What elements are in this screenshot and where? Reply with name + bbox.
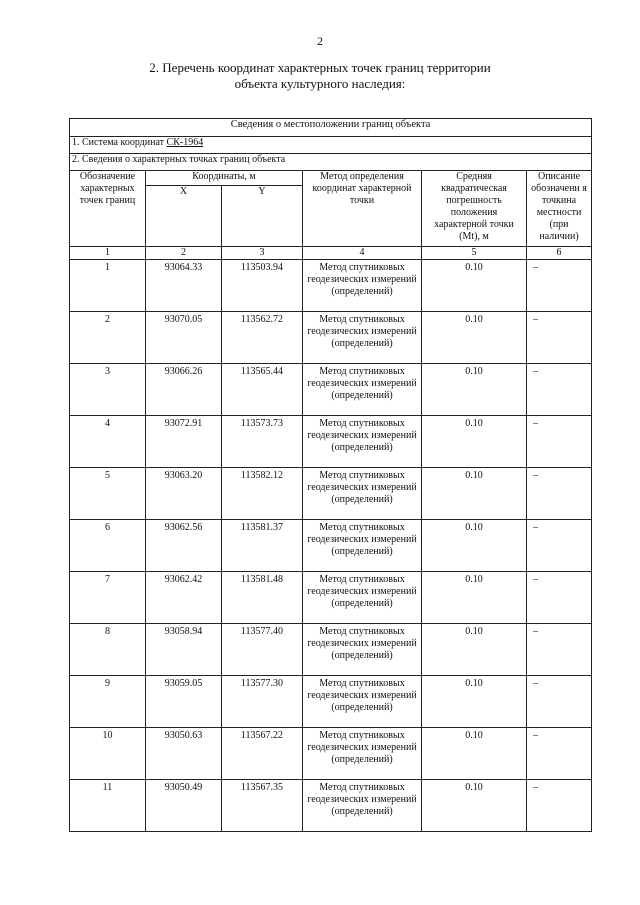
point-number-cell: 5 xyxy=(70,468,146,520)
point-number-cell: 6 xyxy=(70,520,146,572)
y-coordinate-cell: 113582.12 xyxy=(222,468,303,520)
x-coordinate-cell: 93059.05 xyxy=(146,676,222,728)
table-row xyxy=(70,728,592,780)
description-cell: – xyxy=(527,260,592,312)
column-number: 2 xyxy=(146,247,222,260)
header-x: X xyxy=(146,186,222,247)
y-coordinate-cell: 113503.94 xyxy=(222,260,303,312)
boundary-coordinates-table xyxy=(69,118,592,832)
method-cell: Метод спутниковых геодезических измерений (определений) xyxy=(303,572,422,624)
y-coordinate-cell: 113581.48 xyxy=(222,572,303,624)
description-cell: – xyxy=(527,468,592,520)
points-caption: 2. Сведения о характерных точках границ объекта xyxy=(70,154,592,171)
coordinate-system-row xyxy=(70,137,592,154)
header-coordinates: Координаты, м xyxy=(146,171,303,186)
point-number-cell: 2 xyxy=(70,312,146,364)
column-number: 6 xyxy=(527,247,592,260)
method-cell: Метод спутниковых геодезических измерений (определений) xyxy=(303,260,422,312)
y-coordinate-cell: 113577.40 xyxy=(222,624,303,676)
point-number-cell: 4 xyxy=(70,416,146,468)
y-coordinate-cell: 113567.35 xyxy=(222,780,303,832)
description-cell: – xyxy=(527,312,592,364)
heading-line-2: объекта культурного наследия: xyxy=(234,76,406,91)
table-row xyxy=(70,520,592,572)
page-heading xyxy=(0,60,640,92)
accuracy-cell: 0.10 xyxy=(422,364,527,416)
method-cell: Метод спутниковых геодезических измерений (определений) xyxy=(303,364,422,416)
y-coordinate-cell: 113581.37 xyxy=(222,520,303,572)
column-number: 5 xyxy=(422,247,527,260)
header-designation: Обозначение характерных точек границ xyxy=(70,171,146,247)
x-coordinate-cell: 93050.49 xyxy=(146,780,222,832)
point-number-cell: 3 xyxy=(70,364,146,416)
method-cell: Метод спутниковых геодезических измерений (определений) xyxy=(303,520,422,572)
description-cell: – xyxy=(527,416,592,468)
column-number: 4 xyxy=(303,247,422,260)
heading-line-1: 2. Перечень координат характерных точек границ территории xyxy=(149,60,491,75)
table-row xyxy=(70,364,592,416)
description-cell: – xyxy=(527,728,592,780)
method-cell: Метод спутниковых геодезических измерений (определений) xyxy=(303,676,422,728)
table-row xyxy=(70,624,592,676)
method-cell: Метод спутниковых геодезических измерений (определений) xyxy=(303,416,422,468)
method-cell: Метод спутниковых геодезических измерений (определений) xyxy=(303,780,422,832)
accuracy-cell: 0.10 xyxy=(422,676,527,728)
accuracy-cell: 0.10 xyxy=(422,468,527,520)
method-cell: Метод спутниковых геодезических измерений (определений) xyxy=(303,312,422,364)
y-coordinate-cell: 113562.72 xyxy=(222,312,303,364)
point-number-cell: 1 xyxy=(70,260,146,312)
x-coordinate-cell: 93062.56 xyxy=(146,520,222,572)
header-accuracy: Средняя квадратическая погрешность положения характерной точки (Mt), м xyxy=(422,171,527,247)
x-coordinate-cell: 93058.94 xyxy=(146,624,222,676)
x-coordinate-cell: 93066.26 xyxy=(146,364,222,416)
method-cell: Метод спутниковых геодезических измерений (определений) xyxy=(303,728,422,780)
table-title: Сведения о местоположении границ объекта xyxy=(70,119,592,137)
description-cell: – xyxy=(527,624,592,676)
header-y: Y xyxy=(222,186,303,247)
coordinate-system-value: СК-1964 xyxy=(166,137,204,148)
description-cell: – xyxy=(527,364,592,416)
table-row xyxy=(70,676,592,728)
x-coordinate-cell: 93072.91 xyxy=(146,416,222,468)
description-cell: – xyxy=(527,780,592,832)
y-coordinate-cell: 113565.44 xyxy=(222,364,303,416)
column-number: 1 xyxy=(70,247,146,260)
accuracy-cell: 0.10 xyxy=(422,624,527,676)
method-cell: Метод спутниковых геодезических измерений (определений) xyxy=(303,624,422,676)
table-row xyxy=(70,468,592,520)
coordinate-system-label: 1. Система координат xyxy=(72,137,165,148)
accuracy-cell: 0.10 xyxy=(422,780,527,832)
header-method: Метод определения координат характерной точки xyxy=(303,171,422,247)
page-number: 2 xyxy=(317,34,323,48)
y-coordinate-cell: 113573.73 xyxy=(222,416,303,468)
table-row xyxy=(70,312,592,364)
column-number-row xyxy=(70,247,592,260)
table-row xyxy=(70,780,592,832)
y-coordinate-cell: 113577.30 xyxy=(222,676,303,728)
description-cell: – xyxy=(527,520,592,572)
point-number-cell: 8 xyxy=(70,624,146,676)
point-number-cell: 7 xyxy=(70,572,146,624)
description-cell: – xyxy=(527,676,592,728)
table-row xyxy=(70,260,592,312)
table-row xyxy=(70,572,592,624)
y-coordinate-cell: 113567.22 xyxy=(222,728,303,780)
accuracy-cell: 0.10 xyxy=(422,572,527,624)
accuracy-cell: 0.10 xyxy=(422,416,527,468)
description-cell: – xyxy=(527,572,592,624)
table-row xyxy=(70,416,592,468)
x-coordinate-cell: 93050.63 xyxy=(146,728,222,780)
x-coordinate-cell: 93062.42 xyxy=(146,572,222,624)
x-coordinate-cell: 93064.33 xyxy=(146,260,222,312)
accuracy-cell: 0.10 xyxy=(422,312,527,364)
x-coordinate-cell: 93070.05 xyxy=(146,312,222,364)
accuracy-cell: 0.10 xyxy=(422,728,527,780)
header-description: Описание обозначени я точкина местности (при наличии) xyxy=(527,171,592,247)
column-number: 3 xyxy=(222,247,303,260)
accuracy-cell: 0.10 xyxy=(422,260,527,312)
point-number-cell: 11 xyxy=(70,780,146,832)
point-number-cell: 10 xyxy=(70,728,146,780)
x-coordinate-cell: 93063.20 xyxy=(146,468,222,520)
point-number-cell: 9 xyxy=(70,676,146,728)
accuracy-cell: 0.10 xyxy=(422,520,527,572)
method-cell: Метод спутниковых геодезических измерений (определений) xyxy=(303,468,422,520)
